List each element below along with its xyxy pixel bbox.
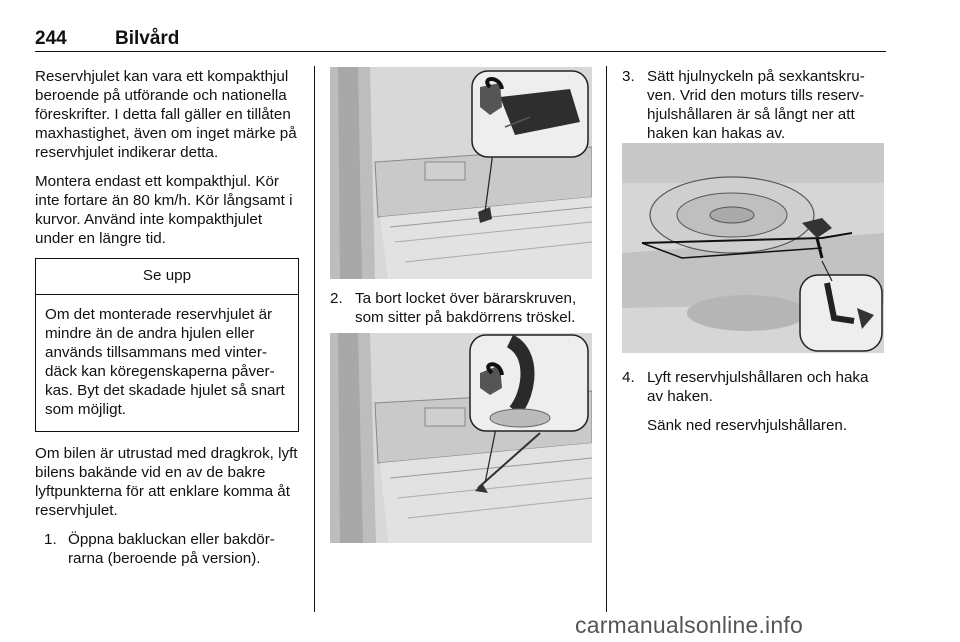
step-number: 4.	[622, 369, 635, 386]
step-number: 3.	[622, 68, 635, 85]
page-number: 244	[35, 28, 67, 49]
caution-title: Se upp	[36, 259, 298, 295]
column-3-bottom	[622, 368, 884, 443]
column-divider	[314, 66, 315, 612]
watermark: carmanualsonline.info	[575, 612, 803, 638]
header-rule	[35, 51, 886, 52]
paragraph: Montera endast ett kompakthjul. Kör inte fortare än 80 km/h. Kör långsamt i kurvor. Använd inte kompakthjulet under en längre tid.	[35, 173, 293, 247]
column-3-top	[622, 67, 884, 151]
step-1	[35, 530, 299, 568]
step-number: 2.	[330, 290, 343, 307]
paragraph: Reservhjulet kan vara ett kompakthjul beroende på utförande och nationella föreskrifter. I detta fall gäller en tillåten maxhastighet, även om inget märke på reservhjulet indikerar detta.	[35, 68, 297, 161]
step-2	[330, 289, 592, 327]
step-text: Sätt hjulnyckeln på sexkantskruven. Vrid den moturs tills reservhjulshållaren är så långt ner att haken kan hakas av.	[647, 68, 865, 142]
step-text: Ta bort locket över bärarskruven, som sitter på bakdörrens tröskel.	[355, 290, 577, 326]
column-divider	[606, 66, 607, 612]
section-title: Bilvård	[115, 28, 180, 49]
illustration-cover-location	[330, 67, 592, 279]
page-header	[35, 28, 886, 50]
step-subtext: Sänk ned reservhjulshållaren.	[647, 417, 848, 434]
column-1	[35, 67, 299, 576]
caution-text: Om det monterade reservhjulet är mindre än de andra hjulen eller används tillsammans med vinterdäck kan köregenskaperna påverkas. Byt det skadade hjulet så snart som möjligt.	[45, 306, 285, 418]
step-text: Lyft reservhjulshållaren och haka av haken.	[647, 369, 869, 405]
column-2-text	[330, 289, 592, 335]
step-3	[622, 67, 884, 143]
step-number: 1.	[44, 531, 57, 548]
illustration-spare-wheel-carrier	[622, 143, 884, 353]
illustration-remove-cover	[330, 333, 592, 543]
step-text: Öppna bakluckan eller bakdörrarna (beroende på version).	[68, 531, 275, 567]
step-4	[622, 368, 884, 435]
paragraph: Om bilen är utrustad med dragkrok, lyft bilens bakände vid en av de bakre lyftpunkterna för att enklare komma åt reservhjulet.	[35, 445, 298, 519]
caution-box	[35, 258, 299, 432]
